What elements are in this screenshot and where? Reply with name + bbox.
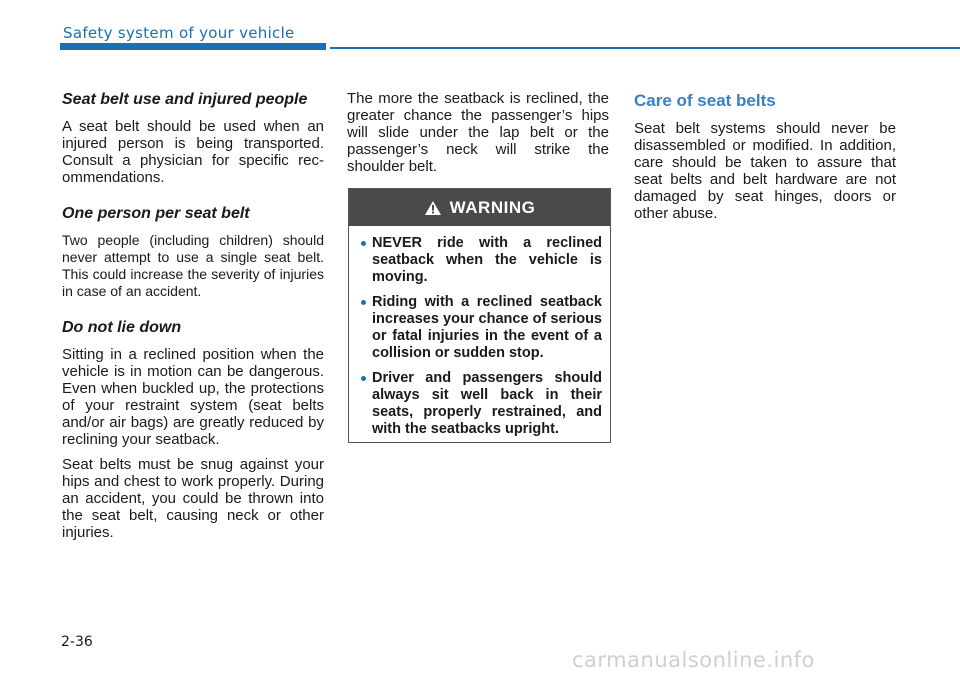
warning-item-text: NEVER ride with a reclined seatback when the vehicle is moving. <box>372 235 602 285</box>
paragraph-injured-people: A seat belt should be used when an injured person is being transported. Consult a physician for specific recommendations. <box>62 118 324 186</box>
section-header-title: Safety system of your vehicle <box>63 24 295 42</box>
warning-header <box>349 189 610 226</box>
heading-one-person: One person per seat belt <box>62 205 250 222</box>
watermark-text: carmanualsonline.info <box>572 648 815 672</box>
warning-list <box>349 226 610 438</box>
header-bar-rule <box>330 47 960 49</box>
heading-injured-people: Seat belt use and injured people <box>62 91 308 108</box>
warning-triangle-icon <box>424 200 442 216</box>
warning-item <box>361 294 602 362</box>
paragraph-seatback-reclined: The more the seatback is reclined, the greater chance the passenger’s hips will slide under the lap belt or the passenger’s neck will strike the shoulder belt. <box>347 90 609 175</box>
paragraph-snug-belts: Seat belts must be snug against your hips and chest to work properly. During an accident, you could be thrown into the seat belt, causing neck or other injuries. <box>62 456 324 541</box>
bullet-icon <box>361 376 366 381</box>
warning-box <box>348 188 611 443</box>
column-right <box>634 90 896 230</box>
paragraph-one-person: Two people (including children) should never attempt to use a single seat belt. This could increase the severity of injuries in case of an accident. <box>62 232 324 299</box>
warning-item <box>361 235 602 286</box>
bullet-icon <box>361 300 366 305</box>
paragraph-care-of-seat-belts: Seat belt systems should never be disassembled or modified. In addition, care should be taken to assure that seat belts and belt hardware are not damaged by seat hinges, doors or other abuse. <box>634 120 896 222</box>
heading-care-of-seat-belts: Care of seat belts <box>634 91 776 110</box>
heading-do-not-lie-down: Do not lie down <box>62 319 182 336</box>
column-left <box>62 90 324 549</box>
warning-item-text: Riding with a reclined seatback increases your chance of serious or fatal injuries in the event of a collision or sudden stop. <box>372 294 602 361</box>
warning-item-text: Driver and passengers should always sit well back in their seats, properly restrained, and with the seatbacks upright. <box>372 370 602 437</box>
paragraph-reclined-position: Sitting in a reclined position when the vehicle is in motion can be dangerous. Even when buckled up, the protections of your restraint system (seat belts and/or air bags) are greatly reduced by reclining your seatback. <box>62 346 324 448</box>
warning-title: WARNING <box>449 197 536 217</box>
column-middle <box>347 90 609 183</box>
page-number: 2-36 <box>61 634 93 650</box>
warning-item <box>361 370 602 438</box>
header-bar-accent <box>60 43 326 50</box>
bullet-icon <box>361 241 366 246</box>
